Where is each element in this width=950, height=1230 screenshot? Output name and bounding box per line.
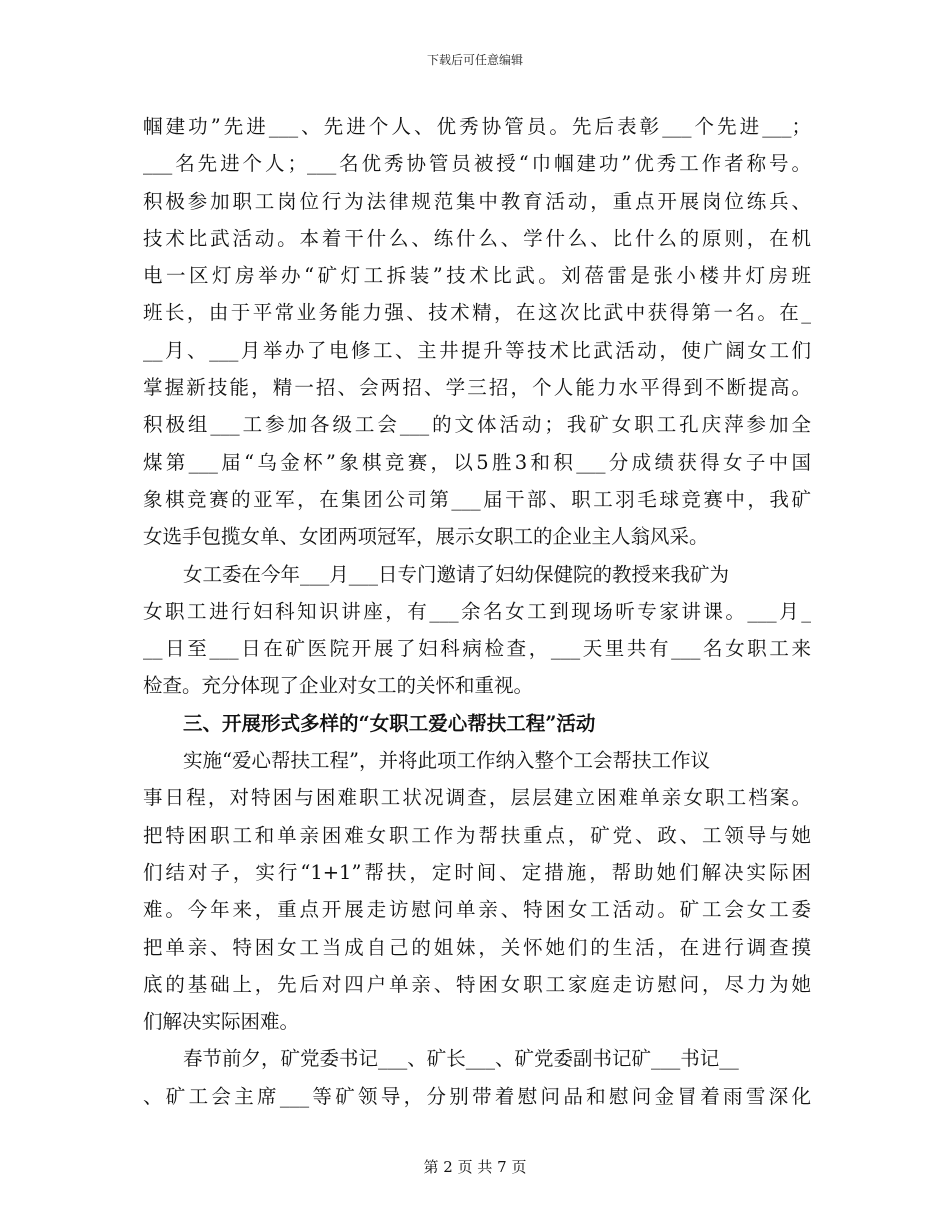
body-text-line: 女工委在今年___月___日专门邀请了妇幼保健院的教授来我矿为 [183,562,730,586]
body-text-line: 事日程，对特困与困难职工状况调查，层层建立困难单亲女职工档案。 [143,786,811,810]
body-text-line: 检查。充分体现了企业对女工的关怀和重视。 [143,674,534,698]
body-text-line: 煤第___届“乌金杯”象棋竞赛，以5胜3和积___分成绩获得女子中国 [143,450,811,474]
document-body [143,108,811,1115]
body-text-line: 把单亲、特困女工当成自己的姐妹，关怀她们的生活，在进行调查摸 [143,935,811,959]
body-text-line: 技术比武活动。本着干什么、练什么、学什么、比什么的原则，在机 [143,226,811,250]
body-text-line: 女职工进行妇科知识讲座，有___余名女工到现场听专家讲课。___月_ [143,599,811,623]
body-text-line: 掌握新技能，精一招、会两招、学三招，个人能力水平得到不断提高。 [143,376,811,400]
body-text-line: 把特困职工和单亲困难女职工作为帮扶重点，矿党、政、工领导与她 [143,823,811,847]
body-text-line: 女选手包揽女单、女团两项冠军，展示女职工的企业主人翁风采。 [143,525,709,549]
body-text-line: 帼建功”先进___、先进个人、优秀协管员。先后表彰___个先进___； [143,115,811,138]
body-text-line: __月、___月举办了电修工、主井提升等技术比武活动，使广阔女工们 [143,338,811,362]
body-text-line: ___名先进个人；___名优秀协管员被授“巾帼建功”优秀工作者称号。 [143,152,811,176]
body-text-line: 们解决实际困难。 [143,1010,300,1034]
body-text-line: 积极参加职工岗位行为法律规范集中教育活动，重点开展岗位练兵、 [143,189,811,213]
body-text-line: 春节前夕，矿党委书记___、矿长___、矿党委副书记矿___书记__ [183,1047,739,1071]
body-text-line: 象棋竞赛的亚军，在集团公司第___届干部、职工羽毛球竞赛中，我矿 [143,487,811,511]
section-heading: 三、开展形式多样的“女职工爱心帮扶工程”活动 [183,711,596,735]
page-header: 下载后可任意编辑 [426,53,523,67]
body-text-line: 、矿工会主席___等矿领导，分别带着慰问品和慰问金冒着雨雪深化 [143,1084,811,1108]
body-text-line: 积极组___工参加各级工会___的文体活动；我矿女职工孔庆萍参加全 [143,413,811,437]
body-text-line: 们结对子，实行“1+1”帮扶，定时间、定措施，帮助她们解决实际困 [143,860,811,884]
body-text-line: 班长，由于平常业务能力强、技术精，在这次比武中获得第一名。在_ [143,301,811,325]
body-text-line: 实施“爱心帮扶工程”，并将此项工作纳入整个工会帮扶工作议 [183,749,710,773]
body-text-line: 底的基础上，先后对四户单亲、特困女职工家庭走访慰问，尽力为她 [143,972,811,996]
body-text-line: 难。今年来，重点开展走访慰问单亲、特困女工活动。矿工会女工委 [143,898,811,922]
body-text-line: 电一区灯房举办“矿灯工拆装”技术比武。刘蓓雷是张小楼井灯房班 [143,264,811,288]
page-footer: 第 2 页 共 7 页 [423,1158,527,1176]
body-text-line: __日至___日在矿医院开展了妇科病检查，___天里共有___名女职工来 [143,637,811,661]
